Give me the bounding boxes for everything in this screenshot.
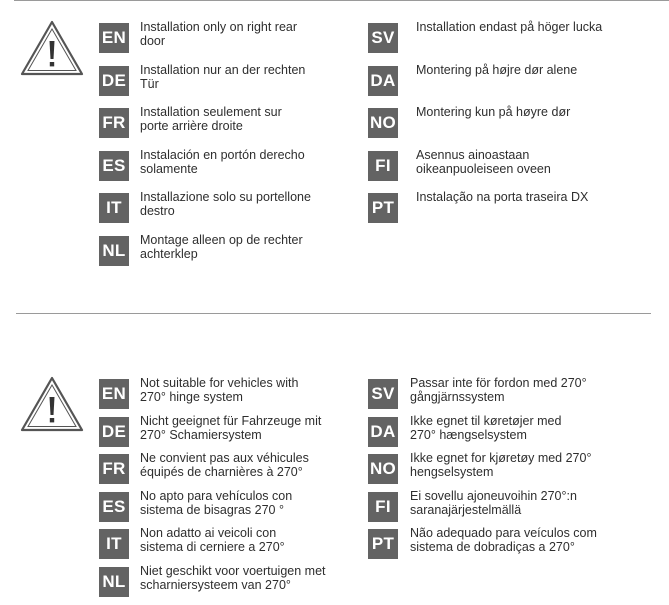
language-entry-it [99,190,339,227]
language-entry-fr [99,451,339,488]
notice-line: Installazione solo su portellone [140,190,311,204]
language-code-badge: ES [99,151,129,181]
language-code-badge: DE [99,66,129,96]
language-code-badge: IT [99,529,129,559]
notice-line: achterklep [140,247,198,261]
warning-triangle-icon [19,19,85,77]
notice-line: Não adequado para veículos com [410,526,597,540]
language-entry-pt [368,190,608,227]
language-entry-sv [368,20,608,57]
notice-text [410,451,630,479]
language-entry-sv [368,376,608,413]
notice-line: saranajärjestelmällä [410,503,522,517]
language-entry-en [99,20,339,57]
language-entry-es [99,148,339,185]
notice-line: Ikke egnet for kjøretøy med 270° [410,451,592,465]
language-code-badge: FR [99,108,129,138]
notice-text [140,20,360,48]
language-code-badge: EN [99,379,129,409]
notice-line: Installation nur an der rechten [140,63,306,77]
notice-line: 270° hinge system [140,390,243,404]
notice-line: Instalação na porta traseira DX [416,190,589,204]
notice-line: équipés de charnières à 270° [140,465,303,479]
notice-line: Installation only on right rear [140,20,298,34]
notice-line: Niet geschikt voor voertuigen met [140,564,326,578]
language-code-badge: FR [99,454,129,484]
notice-line: Non adatto ai veicoli con [140,526,277,540]
notice-line: scharniersysteem van 270° [140,578,291,592]
language-code-badge: NL [99,567,129,597]
language-code-badge: FI [368,492,398,522]
notice-line: hengselsystem [410,465,494,479]
language-entry-nl [99,233,339,270]
language-code-badge: NL [99,236,129,266]
language-code-badge: ES [99,492,129,522]
notice-line: No apto para vehículos con [140,489,293,503]
notice-line: door [140,34,166,48]
notice-line: Passar inte för fordon med 270° [410,376,587,390]
notice-text [410,526,630,554]
language-entry-de [99,63,339,100]
language-entry-da [368,63,608,100]
language-entry-fr [99,105,339,142]
notice-line: Montering på højre dør alene [416,63,578,77]
language-entry-es [99,489,339,526]
notice-text [416,105,636,119]
language-entry-pt [368,526,608,563]
language-code-badge: PT [368,193,398,223]
notice-line: Not suitable for vehicles with [140,376,299,390]
notice-line: Ei sovellu ajoneuvoihin 270°:n [410,489,577,503]
notice-line: 270° Schamiersystem [140,428,262,442]
language-code-badge: FI [368,151,398,181]
notice-line: 270° hængselsystem [410,428,527,442]
language-entry-no [368,105,608,142]
notice-text [140,233,360,261]
language-entry-no [368,451,608,488]
notice-text [410,489,630,517]
notice-line: Ikke egnet til køretøjer med [410,414,562,428]
notice-text [140,376,360,404]
language-entry-fi [368,148,608,185]
notice-text [140,489,360,517]
section-divider [16,313,651,314]
language-code-badge: DA [368,417,398,447]
language-entry-en [99,376,339,413]
notice-text [416,190,636,204]
language-code-badge: DA [368,66,398,96]
language-code-badge: NO [368,108,398,138]
language-code-badge: NO [368,454,398,484]
notice-text [416,148,636,176]
notice-text [140,148,360,176]
notice-text [140,63,360,91]
notice-line: Tür [140,77,159,91]
notice-text [140,526,360,554]
language-code-badge: PT [368,529,398,559]
top-divider [14,0,669,1]
language-entry-nl [99,564,339,601]
language-code-badge: EN [99,23,129,53]
language-entry-fi [368,489,608,526]
notice-line: porte arrière droite [140,119,243,133]
notice-text [140,414,360,442]
language-entry-it [99,526,339,563]
notice-text [416,20,636,34]
notice-line: Nicht geeignet für Fahrzeuge mit [140,414,322,428]
notice-text [410,414,630,442]
notice-text [140,564,360,592]
notice-line: solamente [140,162,198,176]
notice-text [410,376,630,404]
notice-text [140,105,360,133]
language-code-badge: DE [99,417,129,447]
language-entry-da [368,414,608,451]
notice-line: oikeanpuoleiseen oveen [416,162,551,176]
notice-line: sistema de dobradiças a 270° [410,540,575,554]
language-entry-de [99,414,339,451]
notice-line: Ne convient pas aux véhicules [140,451,309,465]
notice-text [416,63,636,77]
notice-line: destro [140,204,175,218]
notice-line: gångjärnssystem [410,390,505,404]
notice-line: Instalación en portón derecho [140,148,305,162]
notice-line: Asennus ainoastaan [416,148,530,162]
notice-line: Montage alleen op de rechter [140,233,303,247]
language-code-badge: IT [99,193,129,223]
notice-text [140,451,360,479]
notice-text [140,190,360,218]
notice-line: Montering kun på høyre dør [416,105,571,119]
notice-line: Installation seulement sur [140,105,282,119]
language-code-badge: SV [368,23,398,53]
notice-line: sistema de bisagras 270 ° [140,503,284,517]
notice-line: sistema di cerniere a 270° [140,540,285,554]
language-code-badge: SV [368,379,398,409]
notice-line: Installation endast på höger lucka [416,20,603,34]
warning-triangle-icon [19,375,85,433]
